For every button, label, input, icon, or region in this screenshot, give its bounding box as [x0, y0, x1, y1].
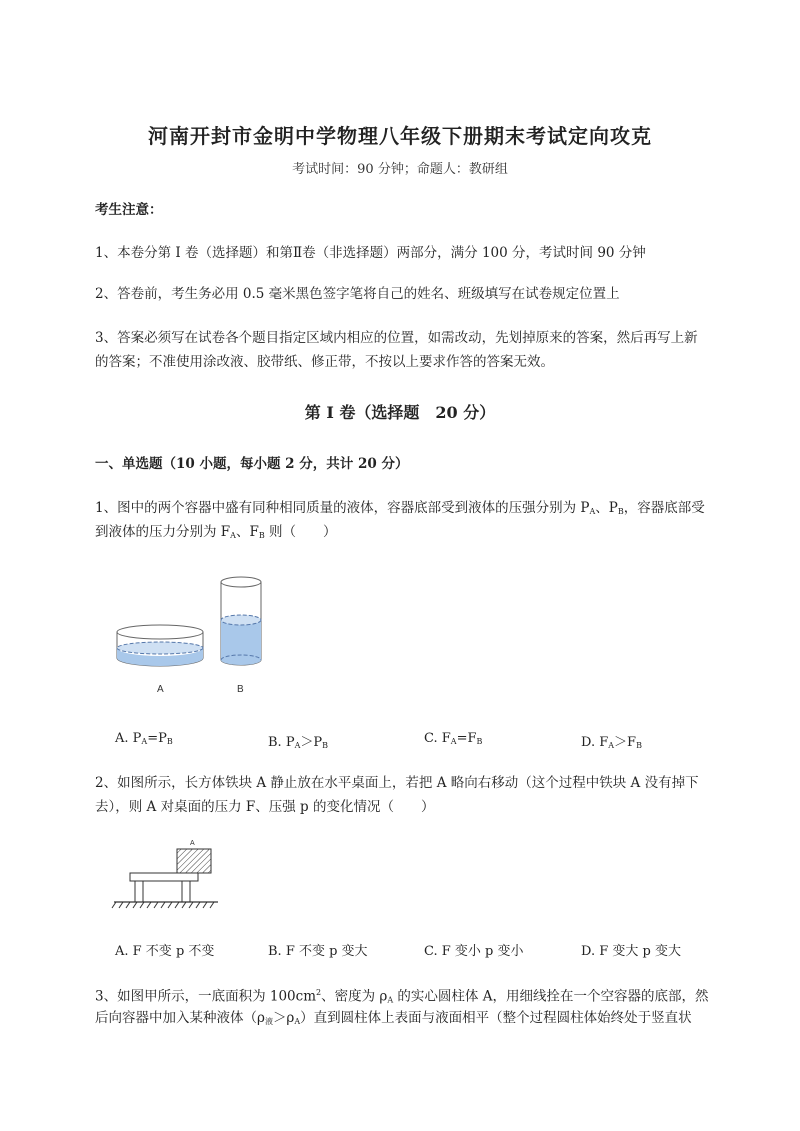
- q1-option-a[interactable]: A. $P_A=P_B$: [115, 731, 173, 746]
- ground-hatch: [112, 902, 214, 908]
- notice-heading: 考生注意：: [95, 202, 163, 218]
- q1-line1: 1、图中的两个容器中盛有同种相同质量的液体，容器底部受到液体的压强分别为 $P_A$、$P_B$，容器底部受: [95, 500, 705, 516]
- section-heading: 一、单选题（10 小题，每小题 2 分，共计 20 分）: [95, 456, 409, 472]
- q1-line2: 到液体的压力分别为 $F_A$、$F_B$ 则（ ）: [95, 524, 337, 540]
- q2-option-d[interactable]: D. F 变大 p 变大: [581, 944, 681, 959]
- table-top: [130, 873, 198, 881]
- container-a: [117, 625, 203, 666]
- q2-line2: 去），则 A 对桌面的压力 F、压强 p 的变化情况（ ）: [95, 799, 435, 815]
- table-leg-right: [182, 881, 190, 902]
- label-b: B: [237, 684, 244, 695]
- q2-figure: [110, 835, 230, 915]
- q2-line1: 2、如图所示，长方体铁块 A 静止放在水平桌面上，若把 A 略向右移动（这个过程中铁块 A 没有掉下: [95, 775, 699, 791]
- q2-option-a[interactable]: A. F 不变 p 不变: [115, 944, 215, 959]
- label-a: A: [157, 684, 164, 695]
- q1-figure: [100, 570, 280, 700]
- table-leg-left: [135, 881, 143, 902]
- q1-option-c[interactable]: C. $F_A=F_B$: [424, 731, 483, 746]
- exam-subtitle: 考试时间：90 分钟；命题人：教研组: [292, 162, 508, 177]
- block-label: A: [190, 840, 195, 847]
- notice-item-1: 1、本卷分第 I 卷（选择题）和第Ⅱ卷（非选择题）两部分，满分 100 分，考试时间 90 分钟: [95, 245, 646, 261]
- q3-line2: 后向容器中加入某种液体$(\rho_液>\rho_A)$直到圆柱体上表面与液面相平（整个过程圆柱体始终处于竖直状: [95, 1010, 692, 1026]
- q2-option-c[interactable]: C. F 变小 p 变小: [424, 944, 524, 959]
- iron-block: [177, 849, 211, 873]
- q2-option-b[interactable]: B. F 不变 p 变大: [268, 944, 368, 959]
- q1-option-d[interactable]: D. $F_A>F_B$: [581, 735, 642, 750]
- notice-item-3-cont: 的答案；不准使用涂改液、胶带纸、修正带，不按以上要求作答的答案无效。: [95, 354, 554, 370]
- notice-item-2: 2、答卷前，考生务必用 0.5 毫米黑色签字笔将自己的姓名、班级填写在试卷规定位置上: [95, 286, 620, 302]
- container-b: [221, 577, 261, 665]
- part1-title: 第 I 卷（选择题 20 分）: [304, 403, 496, 422]
- page-title: 河南开封市金明中学物理八年级下册期末考试定向攻克: [148, 124, 652, 148]
- q3-line1: 3、如图甲所示，一底面积为 $100cm^2$、密度为 $\rho_A$ 的实心圆柱体 A，用细线拴在一个空容器的底部，然: [95, 988, 709, 1005]
- notice-item-3: 3、答案必须写在试卷各个题目指定区域内相应的位置，如需改动，先划掉原来的答案，然后再写上新: [95, 330, 698, 346]
- q1-option-b[interactable]: B. $P_A>P_B$: [268, 735, 328, 750]
